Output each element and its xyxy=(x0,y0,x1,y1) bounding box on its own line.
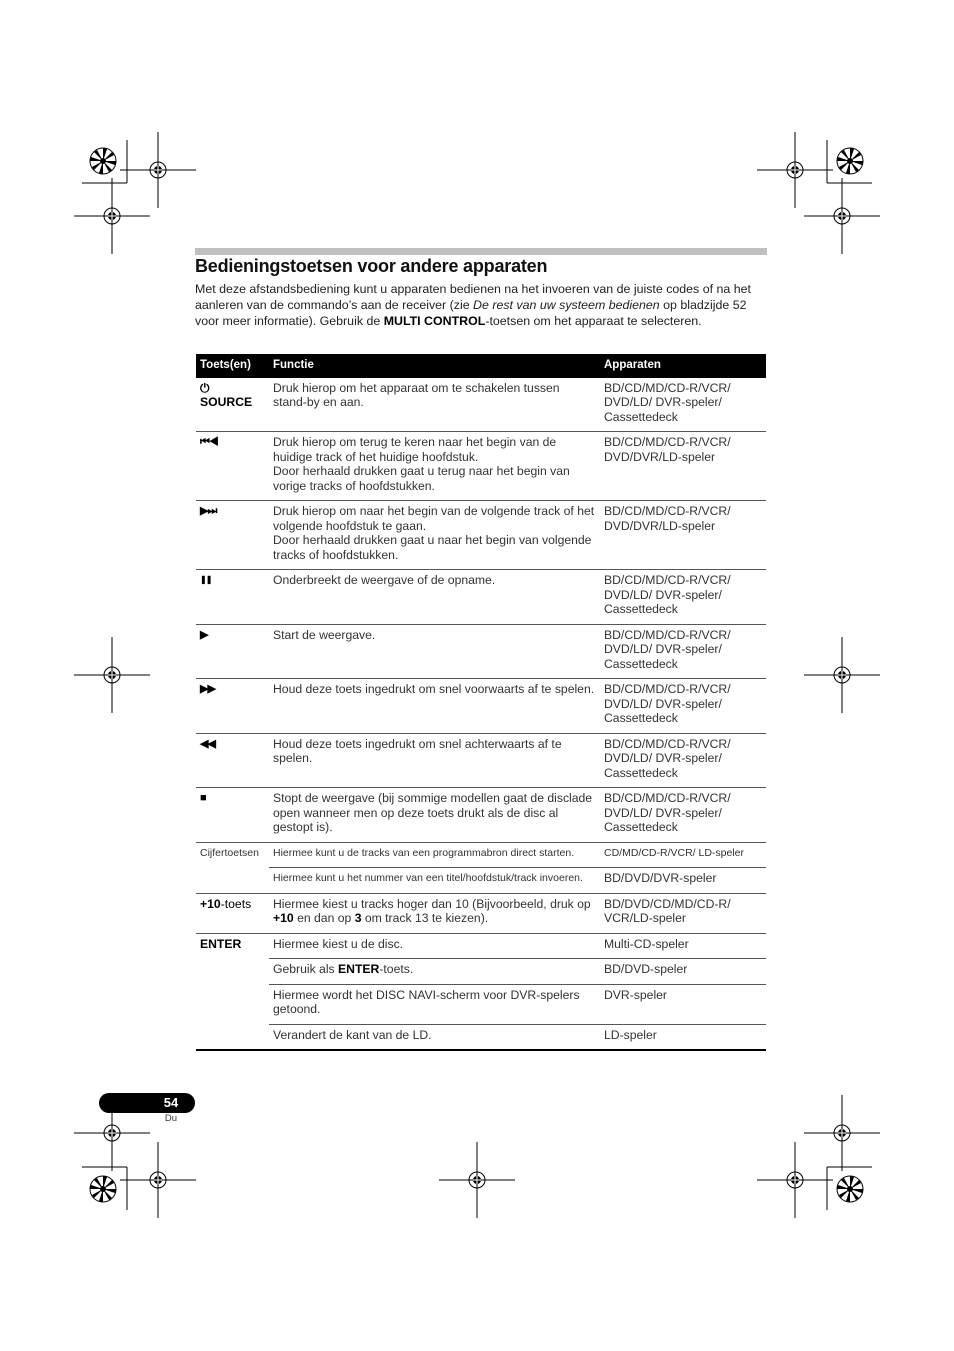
row-devices: BD/DVD-speler xyxy=(600,959,766,985)
row-devices: BD/CD/MD/CD-R/VCR/ DVD/LD/ DVR-speler/ Cassettedeck xyxy=(600,378,766,432)
enter-key: ENTER xyxy=(196,933,269,1050)
language-code: Du xyxy=(164,1113,178,1124)
row-function xyxy=(269,893,600,933)
function-line-1: Druk hierop om terug te keren naar het begin van de huidige track of het huidige hoofdstuk. xyxy=(273,435,557,464)
table-row xyxy=(196,959,766,985)
table-row xyxy=(196,984,766,1024)
intro-multi-control: MULTI CONTROL xyxy=(383,314,486,328)
header-function: Functie xyxy=(269,354,600,378)
section-bar xyxy=(195,248,767,255)
row-devices: BD/CD/MD/CD-R/VCR/ DVD/LD/ DVR-speler/ Cassettedeck xyxy=(600,570,766,625)
table-row xyxy=(196,733,766,788)
function-bold: ENTER xyxy=(338,962,380,976)
digit-keys: Cijfertoetsen xyxy=(200,846,259,859)
row-devices: BD/CD/MD/CD-R/VCR/ DVD/DVR/LD-speler xyxy=(600,501,766,570)
row-function xyxy=(269,432,600,501)
function-line-2: Door herhaald drukken gaat u terug naar het begin van vorige tracks of hoofdstukken. xyxy=(273,464,570,493)
table-row xyxy=(196,378,766,432)
row-function: Hiermee kunt u de tracks van een programmabron direct starten. xyxy=(269,842,600,868)
plus10-suffix: -toets xyxy=(220,896,252,911)
table-row xyxy=(196,432,766,501)
function-text: Hiermee kiest u tracks hoger dan 10 (Bijvoorbeeld, druk op xyxy=(273,896,591,911)
next-track-key: ▶⏭ xyxy=(196,501,269,570)
page-heading: Bedieningstoetsen voor andere apparaten xyxy=(195,256,548,276)
table-row xyxy=(196,570,766,625)
function-text: -toets. xyxy=(379,962,414,976)
page-number: 54 xyxy=(163,1095,179,1110)
row-function: Start de weergave. xyxy=(269,624,600,679)
row-devices: BD/DVD/CD/MD/CD-R/ VCR/LD-speler xyxy=(600,893,766,933)
plus10-label: +10 xyxy=(200,896,221,911)
row-function: Verandert de kant van de LD. xyxy=(269,1024,600,1050)
intro-paragraph xyxy=(195,281,770,329)
row-devices: CD/MD/CD-R/VCR/ LD-speler xyxy=(600,842,766,868)
row-devices: Multi-CD-speler xyxy=(600,933,766,959)
row-function xyxy=(269,501,600,570)
row-devices: BD/CD/MD/CD-R/VCR/ DVD/LD/ DVR-speler/ Cassettedeck xyxy=(600,679,766,734)
function-line-2: Door herhaald drukken gaat u naar het begin van volgende tracks of hoofdstukken. xyxy=(273,533,592,562)
row-function: Hiermee kunt u het nummer van een titel/hoofdstuk/track invoeren. xyxy=(269,868,600,894)
row-function: Druk hierop om het apparaat om te schakelen tussen stand-by en aan. xyxy=(269,378,600,432)
table-row xyxy=(196,501,766,570)
function-text: Gebruik als xyxy=(273,962,339,976)
row-devices: DVR-speler xyxy=(600,984,766,1024)
row-function: Hiermee wordt het DISC NAVI-scherm voor DVR-spelers getoond. xyxy=(269,984,600,1024)
function-text: en dan op xyxy=(293,911,355,925)
fast-forward-key: ▶▶ xyxy=(196,679,269,734)
function-line-1: Druk hierop om naar het begin van de volgende track of het volgende hoofdstuk te gaan. xyxy=(273,504,595,533)
table-row xyxy=(196,679,766,734)
function-bold: +10 xyxy=(273,911,294,925)
intro-reference: De rest van uw systeem bedienen xyxy=(473,298,660,312)
header-devices: Apparaten xyxy=(600,354,766,378)
row-devices: BD/CD/MD/CD-R/VCR/ DVD/DVR/LD-speler xyxy=(600,432,766,501)
row-function: Stopt de weergave (bij sommige modellen gaat de disclade open wanneer men op deze toets drukt als de disc al gestopt is). xyxy=(269,788,600,843)
table-row xyxy=(196,842,766,868)
intro-text-2: op bladzijde 52 voor meer informatie). Gebruik de xyxy=(195,298,747,328)
table-row xyxy=(196,1024,766,1050)
intro-text-3: -toetsen om het apparaat te selecteren. xyxy=(485,314,702,328)
header-key: Toets(en) xyxy=(196,354,269,378)
row-devices: LD-speler xyxy=(600,1024,766,1050)
table-row xyxy=(196,868,766,894)
stop-key: ■ xyxy=(196,788,269,843)
rewind-key: ◀◀ xyxy=(196,733,269,788)
row-devices: BD/CD/MD/CD-R/VCR/ DVD/LD/ DVR-speler/ Cassettedeck xyxy=(600,624,766,679)
function-bold: 3 xyxy=(354,911,362,925)
table-row xyxy=(196,788,766,843)
table-header-row xyxy=(196,354,766,378)
table-row xyxy=(196,933,766,959)
pause-key: ❚❚ xyxy=(196,570,269,625)
plus10-key xyxy=(196,893,269,933)
table-row xyxy=(196,893,766,933)
intro-text-1: Met deze afstandsbediening kunt u apparaten bedienen na het invoeren van de juiste codes of na het aanleren van de commando’s aan de receiver (zie xyxy=(195,282,751,312)
table-row xyxy=(196,624,766,679)
play-key: ▶ xyxy=(196,624,269,679)
row-function: Houd deze toets ingedrukt om snel voorwaarts af te spelen. xyxy=(269,679,600,734)
row-function xyxy=(269,959,600,985)
row-function: Houd deze toets ingedrukt om snel achterwaarts af te spelen. xyxy=(269,733,600,788)
row-function: Hiermee kiest u de disc. xyxy=(269,933,600,959)
row-devices: BD/CD/MD/CD-R/VCR/ DVD/LD/ DVR-speler/ Cassettedeck xyxy=(600,733,766,788)
source-key: ⏻ SOURCE xyxy=(196,378,269,432)
row-function: Onderbreekt de weergave of de opname. xyxy=(269,570,600,625)
prev-track-key: ⏮◀ xyxy=(196,432,269,501)
row-devices: BD/CD/MD/CD-R/VCR/ DVD/LD/ DVR-speler/ Cassettedeck xyxy=(600,788,766,843)
row-devices: BD/DVD/DVR-speler xyxy=(600,868,766,894)
function-text: om track 13 te kiezen). xyxy=(361,911,489,925)
controls-table xyxy=(196,354,766,1051)
